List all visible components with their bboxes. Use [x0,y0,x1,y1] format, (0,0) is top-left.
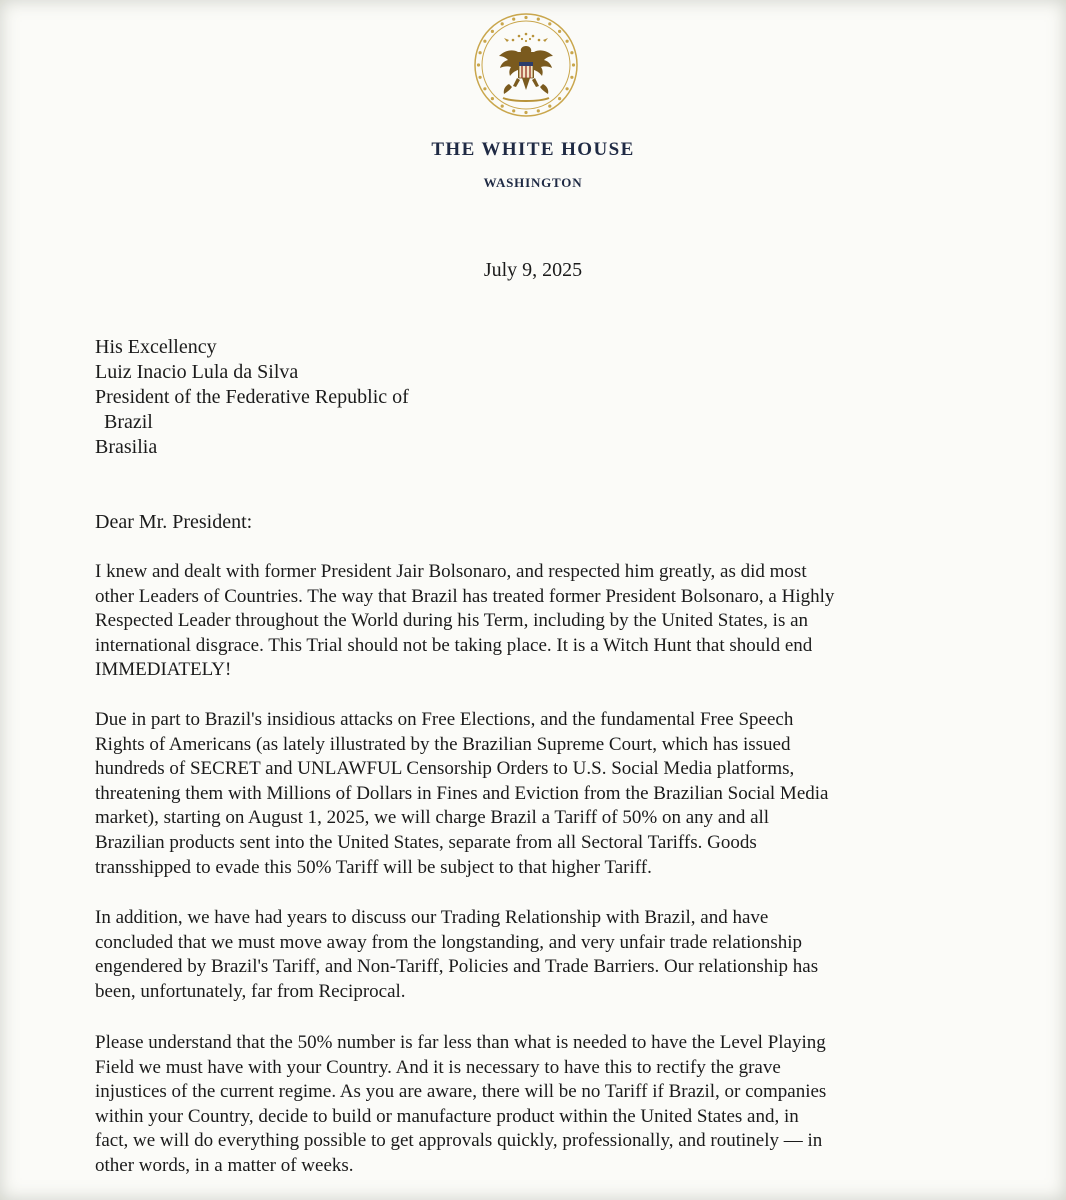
text-line: transshipped to evade this 50% Tariff will be subject to that higher Tariff. [95,856,652,878]
text-line: injustices of the current regime. As you are aware, there will be no Tariff if Brazil, or companies [95,1081,827,1103]
body-paragraph-2 [95,708,828,880]
text-line: fact, we will do everything possible to get approvals quickly, professionally, and routinely — in [95,1130,823,1152]
letterhead-title: THE WHITE HOUSE [431,139,635,160]
letter-date: July 9, 2025 [483,259,583,281]
text-line: Rights of Americans (as lately illustrated by the Brazilian Supreme Court, which has issued [95,733,791,755]
address-line: President of the Federative Republic of [95,386,409,408]
text-line: Brazilian products sent into the United States, separate from all Sectoral Tariffs. Goods [95,831,757,853]
presidential-seal-icon [473,12,579,118]
text-line: concluded that we must move away from the longstanding, and very unfair trade relationship [95,931,803,953]
text-line: hundreds of SECRET and UNLAWFUL Censorship Orders to U.S. Social Media platforms, [95,758,795,780]
text-line: been, unfortunately, far from Reciprocal. [95,980,406,1002]
address-line: Brasilia [95,436,158,458]
address-line: Brazil [104,411,153,433]
text-line: threatening them with Millions of Dollars in Fines and Eviction from the Brazilian Social Media [95,782,829,804]
address-line: Luiz Inacio Lula da Silva [95,361,299,383]
body-paragraph-4 [95,1031,826,1179]
text-line: In addition, we have had years to discuss our Trading Relationship with Brazil, and have [95,907,769,928]
text-line: Respected Leader throughout the World during his Term, including by the United States, is an [95,610,809,632]
text-line: international disgrace. This Trial should not be taking place. It is a Witch Hunt that should end [95,634,813,656]
body-paragraph-3 [95,906,818,1004]
salutation: Dear Mr. President: [95,511,253,533]
address-line: His Excellency [95,336,217,358]
text-line: Field we must have with your Country. And it is necessary to have this to rectify the grave [95,1056,781,1078]
text-line: other Leaders of Countries. The way that Brazil has treated former President Bolsonaro, a Highly [95,585,835,607]
letterhead-subtitle: WASHINGTON [483,175,583,190]
text-line: Please understand that the 50% number is far less than what is needed to have the Level Playing [95,1032,826,1053]
text-line: IMMEDIATELY! [95,659,232,681]
body-paragraph-1 [95,560,834,683]
text-line: engendered by Brazil's Tariff, and Non-Tariff, Policies and Trade Barriers. Our relationship has [95,956,819,978]
text-line: Due in part to Brazil's insidious attacks on Free Elections, and the fundamental Free Speech [95,709,794,730]
text-line: within your Country, decide to build or manufacture product within the United States and, in [95,1105,799,1127]
text-line: market), starting on August 1, 2025, we will charge Brazil a Tariff of 50% on any and all [95,807,770,829]
text-line: other words, in a matter of weeks. [95,1154,354,1176]
text-line: I knew and dealt with former President Jair Bolsonaro, and respected him greatly, as did most [95,561,807,582]
recipient-address [95,335,409,460]
